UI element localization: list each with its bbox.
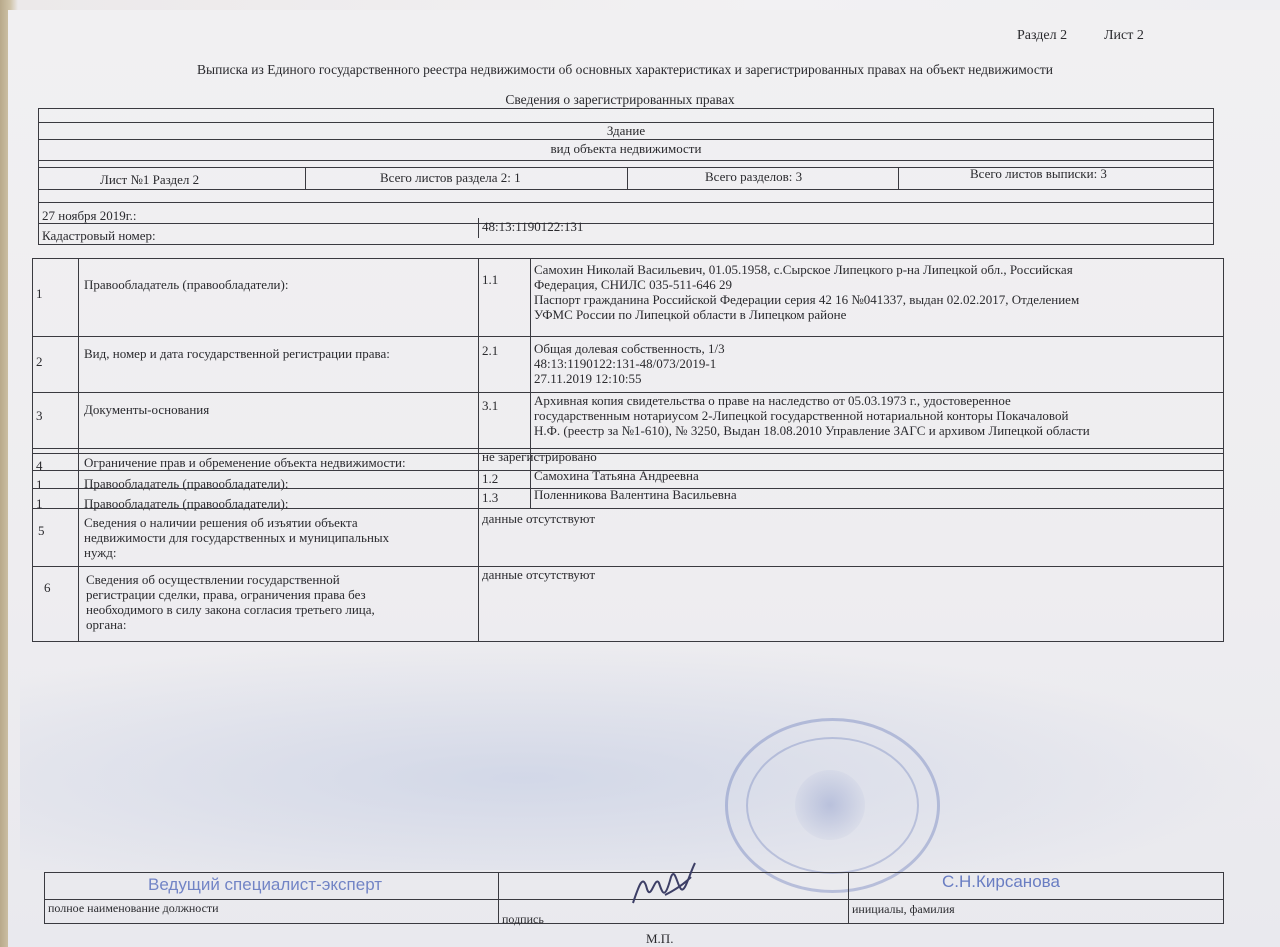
- row-3-label: Документы-основания: [84, 402, 210, 417]
- row-6-sub: 1.3: [482, 490, 499, 505]
- row-2-sub: 2.1: [482, 343, 499, 358]
- row-6-label: Правообладатель (правообладатели):: [84, 496, 289, 511]
- handwritten-signature: [625, 855, 705, 915]
- row-1-sub: 1.1: [482, 272, 499, 287]
- row-3-num: 3: [36, 408, 43, 423]
- row-6-num: 1: [36, 496, 43, 511]
- document-title: Выписка из Единого государственного реестра недвижимости об основных характеристиках и зарегистрированных правах на объект недвижимости: [197, 62, 1053, 77]
- row-4-num: 4: [36, 458, 43, 473]
- sheet-section: Лист №1 Раздел 2: [100, 172, 200, 187]
- row-7-label: Сведения о наличии решения об изъятии объекта недвижимости для государственных и муниципальных нужд:: [84, 515, 390, 560]
- mp-label: М.П.: [646, 931, 674, 946]
- extract-date: 27 ноября 2019г.:: [42, 208, 137, 223]
- row-5-label: Правообладатель (правообладатели):: [84, 476, 289, 491]
- row-3-sub: 3.1: [482, 398, 499, 413]
- object-type: Здание: [606, 123, 646, 138]
- signature-caption: подпись: [502, 912, 544, 926]
- row-4-label: Ограничение прав и обременение объекта недвижимости:: [84, 455, 406, 470]
- row-3-value: Архивная копия свидетельства о праве на наследство от 05.03.1973 г., удостоверенное государственным нотариусом 2-Липецкой государственной нотариальной конторы Покачаловой Н.Ф. (реестр за №1-610), № 3250, Выдан 18.08.2010 Управление ЗАГС и архивом Липецкой области: [534, 393, 1090, 438]
- cadastral-label: Кадастровый номер:: [42, 228, 156, 243]
- row-2-value: Общая долевая собственность, 1/3 48:13:1190122:131-48/073/2019-1 27.11.2019 12:10:55: [534, 341, 725, 386]
- row-8-num: 6: [44, 580, 51, 595]
- row-1-label: Правообладатель (правообладатели):: [84, 277, 289, 292]
- row-8-value: данные отсутствуют: [482, 567, 596, 582]
- row-2-num: 2: [36, 354, 43, 369]
- row-6-value: Поленникова Валентина Васильевна: [534, 487, 737, 502]
- row-8-label: Сведения об осуществлении государственной регистрации сделки, права, ограничения права без необходимого в силу закона согласия третьего лица, органа:: [86, 572, 375, 632]
- row-2-label: Вид, номер и дата государственной регистрации права:: [84, 346, 390, 361]
- total-sheets-section: Всего листов раздела 2: 1: [380, 170, 521, 185]
- row-1-value: Самохин Николай Васильевич, 01.05.1958, с.Сырское Липецкого р-на Липецкой обл., Российская Федерация, СНИЛС 035-511-646 29 Паспорт гражданина Российской Федерации серия 42 16 №041337, выдан 02.02.2017, Отделением УФМС России по Липецкой области в Липецком районе: [534, 262, 1080, 322]
- position-value: Ведущий специалист-эксперт: [148, 875, 383, 894]
- row-7-value: данные отсутствуют: [482, 511, 596, 526]
- eagle-emblem-icon: [795, 770, 865, 840]
- total-sections: Всего разделов: 3: [705, 169, 803, 184]
- row-7-num: 5: [38, 523, 45, 538]
- row-1-num: 1: [36, 286, 43, 301]
- document-subtitle: Сведения о зарегистрированных правах: [505, 92, 735, 107]
- row-5-sub: 1.2: [482, 471, 499, 486]
- section-label: Раздел 2: [1017, 28, 1068, 43]
- sheet-label: Лист 2: [1104, 28, 1144, 43]
- total-sheets-extract: Всего листов выписки: 3: [970, 166, 1107, 181]
- position-caption: полное наименование должности: [48, 901, 219, 915]
- row-5-value: Самохина Татьяна Андреевна: [534, 468, 699, 483]
- cadastral-number: 48:13:1190122:131: [482, 219, 584, 234]
- object-type-caption: вид объекта недвижимости: [550, 141, 702, 156]
- row-4-value: не зарегистрировано: [482, 449, 597, 464]
- name-caption: инициалы, фамилия: [852, 902, 955, 916]
- row-5-num: 1: [36, 477, 43, 492]
- signer-name: С.Н.Кирсанова: [942, 872, 1060, 891]
